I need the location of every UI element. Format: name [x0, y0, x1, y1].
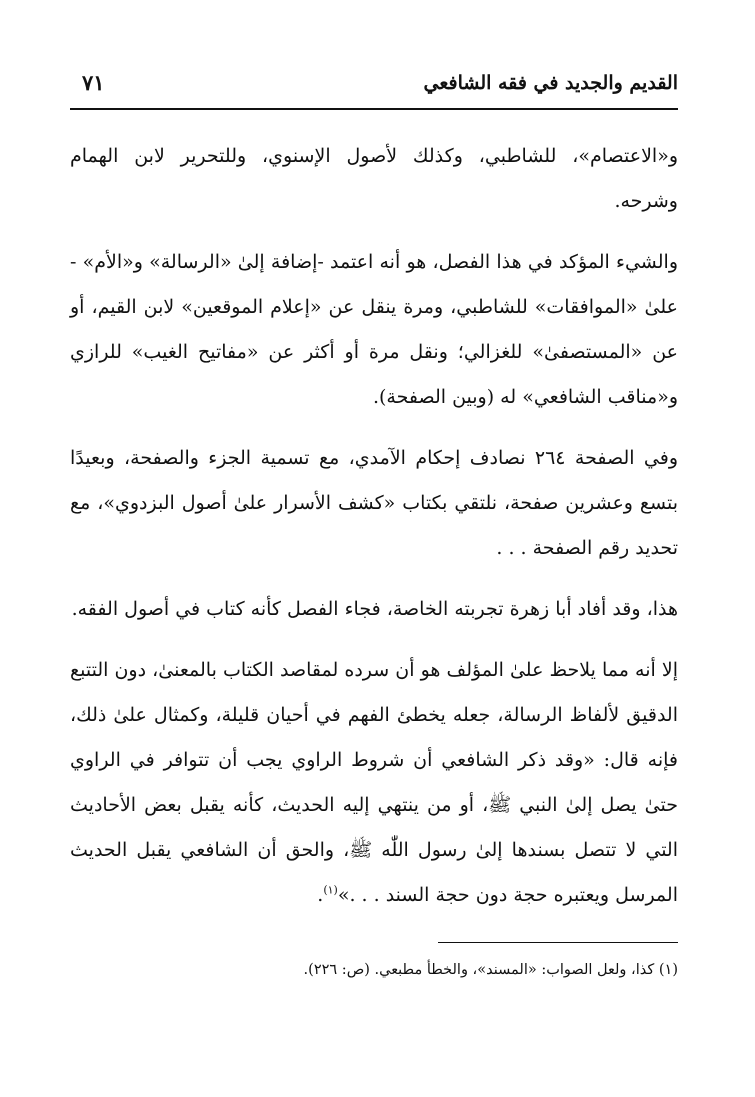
- page-number: ٧١: [82, 70, 105, 95]
- footnote: (١) كذا، ولعل الصواب: «المسند»، والخطأ مطبعي. (ص: ٢٢٦).: [303, 962, 678, 978]
- paragraph-2: والشيء المؤكد في هذا الفصل، هو أنه اعتمد -إضافة إلىٰ «الرسالة» و«الأم» - علىٰ «الموافقات» للشاطبي، ومرة ينقل عن «إعلام الموقعين» لابن القيم، أو عن «المستصفىٰ» للغزالي؛ ونقل مرة أو أكثر عن «مفاتيح الغيب» للرازي و«مناقب الشافعي» له (وبين الصفحة).: [70, 251, 678, 408]
- final-period: .: [317, 884, 324, 906]
- paragraph-1: و«الاعتصام»، للشاطبي، وكذلك لأصول الإسنوي، وللتحرير لابن الهمام وشرحه.: [70, 145, 678, 212]
- header-rule: [70, 108, 678, 110]
- paragraph-5-text: إلا أنه مما يلاحظ علىٰ المؤلف هو أن سرده لمقاصد الكتاب بالمعنىٰ، دون التتبع الدقيق لألفاظ الرسالة، جعله يخطئ الفهم في أحيان قليلة، وكمثال علىٰ ذلك، فإنه قال: «وقد ذكر الشافعي أن شروط الراوي يجب أن تتوافر في الراوي حتىٰ يصل إلىٰ النبي ﷺ، أو من ينتهي إليه الحديث، كأنه يقبل بعض الأحاديث التي لا تتصل بسندها إلىٰ رسول اللّٰه ﷺ، والحق أن الشافعي يقبل الحديث المرسل ويعتبره حجة دون حجة السند . . .»: [70, 659, 678, 906]
- book-page: [70, 60, 678, 983]
- footnote-reference: (١): [323, 883, 338, 897]
- footnote-rule: [438, 942, 678, 943]
- body-text: [70, 134, 678, 918]
- paragraph-3: وفي الصفحة ٢٦٤ نصادف إحكام الآمدي، مع تسمية الجزء والصفحة، وبعيدًا بتسع وعشرين صفحة، نلتقي بكتاب «كشف الأسرار علىٰ أصول البزدوي»، مع تحديد رقم الصفحة . . .: [70, 447, 678, 559]
- paragraph-5: [70, 648, 678, 918]
- paragraph-4: هذا، وقد أفاد أبا زهرة تجربته الخاصة، فجاء الفصل كأنه كتاب في أصول الفقه.: [71, 598, 678, 620]
- page-header: [70, 60, 678, 110]
- running-title: القديم والجديد في فقه الشافعي: [423, 72, 678, 94]
